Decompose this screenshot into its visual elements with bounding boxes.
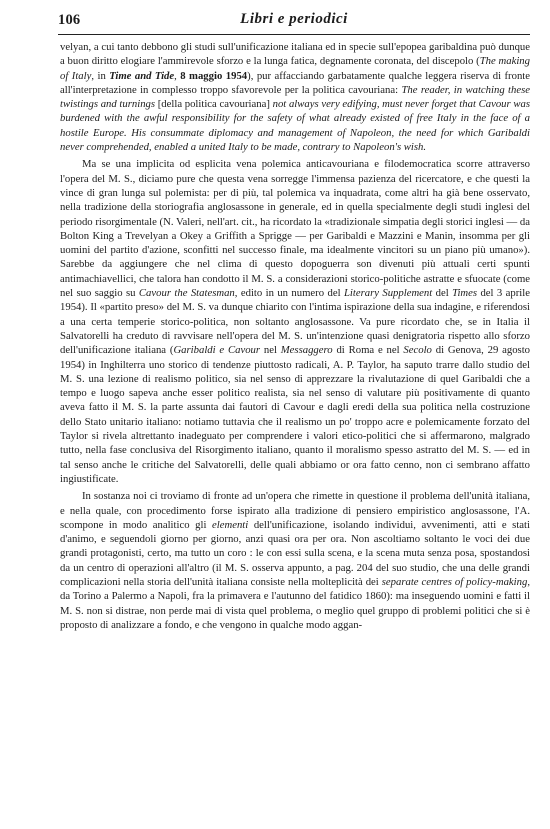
italic-text-run: Times	[452, 287, 478, 300]
italic-text-run: Messaggero	[280, 344, 333, 357]
text-run: Ma se una implicita od esplicita vena polemica anticavouriana e filodemocratica scorre attraverso l'opera del M. S., diciamo pure che questa vena sorregge l'immensa pazienza del ricercatore, e che questi la vince di gran lunga sul polemista: per di più, tal polemica va inquadrata, come altri ha già bene osservato, nella tradizione della storiografia anglosassone in generale, ed in quella specialmente degli studi inglesi del periodo risorgimentale (N. Valeri, nell'art. cit., ha ricordato la «tradizionale simpatia degli storici inglesi — da Bolton King a Trevelyan a Okey a Griffith a Sprigge — per Garibaldi e Mazzini e Manin, insomma per gli uomini del partito d'azione, sconfitti nel successo finale, ma idealmente vincitori su un piano più umano»). Sarebbe da aggiungere che nel clima di questo dopoguerra son divenuti più attuali certi spunti antimachiavellici, che talora han condotto il M. S. a considerazioni storico-politiche astratte e sfuocate (come nel suo saggio su	[60, 158, 530, 300]
italic-text-run: not always very edifying, must never forget that Cavour was burdened with the awful responsibility for the safety of what already existed of free Italy in the face of a hostile Europe. His consummate diplomacy and management of Napoleon, the need for which Garibaldi never comprehended, enabled a united Italy to be made, contrary to Napoleon's wish.	[60, 98, 530, 154]
text-run: [della politica cavouriana]	[155, 98, 273, 111]
text-run: , da Torino a Palermo a Napoli, fra la primavera e l'autunno del fatidico 1860): ma inseguendo uomini e fatti il M. S. non si distrae, non perde mai di vista quel problema, o meglio quel gruppo di problemi politici che si è proposto di analizzare a fondo, e che vengono in qualche modo aggan-	[60, 575, 530, 631]
italic-text-run: elementi	[212, 518, 249, 531]
italic-text-run: The reader, in watching these twistings and turnings	[60, 83, 530, 111]
italic-text-run: Time and Tide	[109, 69, 175, 82]
text-run: di Genova, 29 agosto 1954) in Inghilterra uno storico di tendenze piuttosto radicali, A. P. Taylor, ha saputo trarre dallo studio del M. S. una lezione di realismo politico, sia nel senso di apprezzare la rivalutazione di quel Garibaldi che a tempo e luogo sapeva anche esser politico realista, sia nel senso di valutare più positivamente di quanto aveva fatto il M. S. la parte assunta dai fautori di Cavour e dagli eredi della sua politica nella costruzione dello Stato unitario italiano: notiamo tuttavia che il realismo un po' troppo acre e polemicamente forzato del Taylor si rivela altrettanto inadeguato per comprendere i valori etico-politici che si affermarono, malgrado tutto, nella fase conclusiva del Risorgimento italiano, quanto il moralismo spesso astratto del M. S. — ed in tal senso anche le critiche del Salvatorelli, delle quali abbiamo or ora fatto cenno, non ci sembrano affatto ingiustificate.	[60, 344, 531, 485]
text-run: , in	[91, 69, 110, 82]
italic-text-run: Garibaldi e Cavour	[173, 344, 261, 357]
text-run: , edito in un numero del	[234, 287, 344, 300]
text-run: In sostanza noi ci troviamo di fronte ad un'opera che rimette in questione il problema dell'unità italiana, e nella quale, con procedimento forse ispirato alla tradizione di pensiero empiristico anglosassone, l'A. scompone in modo analitico gli	[60, 490, 530, 531]
italic-text-run: The making of Italy	[60, 55, 530, 82]
bold-text-run: 8 maggio 1954	[180, 69, 248, 82]
paragraph	[60, 489, 530, 632]
page-header	[58, 8, 530, 35]
body-text	[60, 40, 530, 632]
text-run: ), pur affacciando garbatamente qualche leggera riserva di fronte all'interpretazione in complesso troppo sfavorevole per la politica cavouriana:	[60, 69, 531, 96]
text-run: nel	[260, 344, 281, 357]
text-run: ,	[174, 69, 181, 82]
italic-text-run: Literary Supplement	[343, 287, 433, 300]
text-run: velyan, a cui tanto debbono gli studi sull'unificazione italiana ed in specie sull'epopea garibaldina può dunque a buon diritto elogiare l'ammirevole sforzo e la lunga fatica, degnamente coronata, del discepolo (	[60, 41, 530, 68]
italic-text-run: separate centres of policy-making	[381, 575, 528, 588]
text-run: del 3 aprile 1954). Il «partito preso» del M. S. va dunque chiarito con l'intima ispirazione della sua indagine, e riferendosi a una certa temperie storico-politica, non soltanto anglosassone. Va pure ricordato che, se in Italia il Salvatorelli ha creduto di ravvisare nell'opera del M. S. un'intenzione quasi denigratoria rispetto allo sforzo dell'unificazione italiana (	[60, 287, 530, 357]
paragraph	[60, 40, 530, 154]
italic-text-run: Cavour the Statesman	[138, 287, 235, 300]
page-number: 106	[58, 12, 81, 28]
paragraph	[60, 157, 530, 486]
text-run: di Roma e nel	[332, 344, 404, 357]
italic-text-run: Secolo	[403, 344, 432, 357]
text-run: dell'unificazione, isolando individui, avvenimenti, atti e stati d'animo, e seguendoli giorno per giorno, anzi quasi ora per ora. Non ascoltiamo soltanto le voci dei due grandi protagonisti, certo, ma tutto un coro : le con essi sulla scena, e la scena muta senza posa, spostandosi da un centro di operazioni all'altro (il M. S. osserva appunto, a pag. 204 del suo studio, che una delle grandi complicazioni nella storia dell'unità italiana consiste nella molteplicità dei	[60, 518, 530, 588]
running-title: Libri e periodici	[240, 11, 348, 27]
text-run: del	[432, 287, 453, 300]
